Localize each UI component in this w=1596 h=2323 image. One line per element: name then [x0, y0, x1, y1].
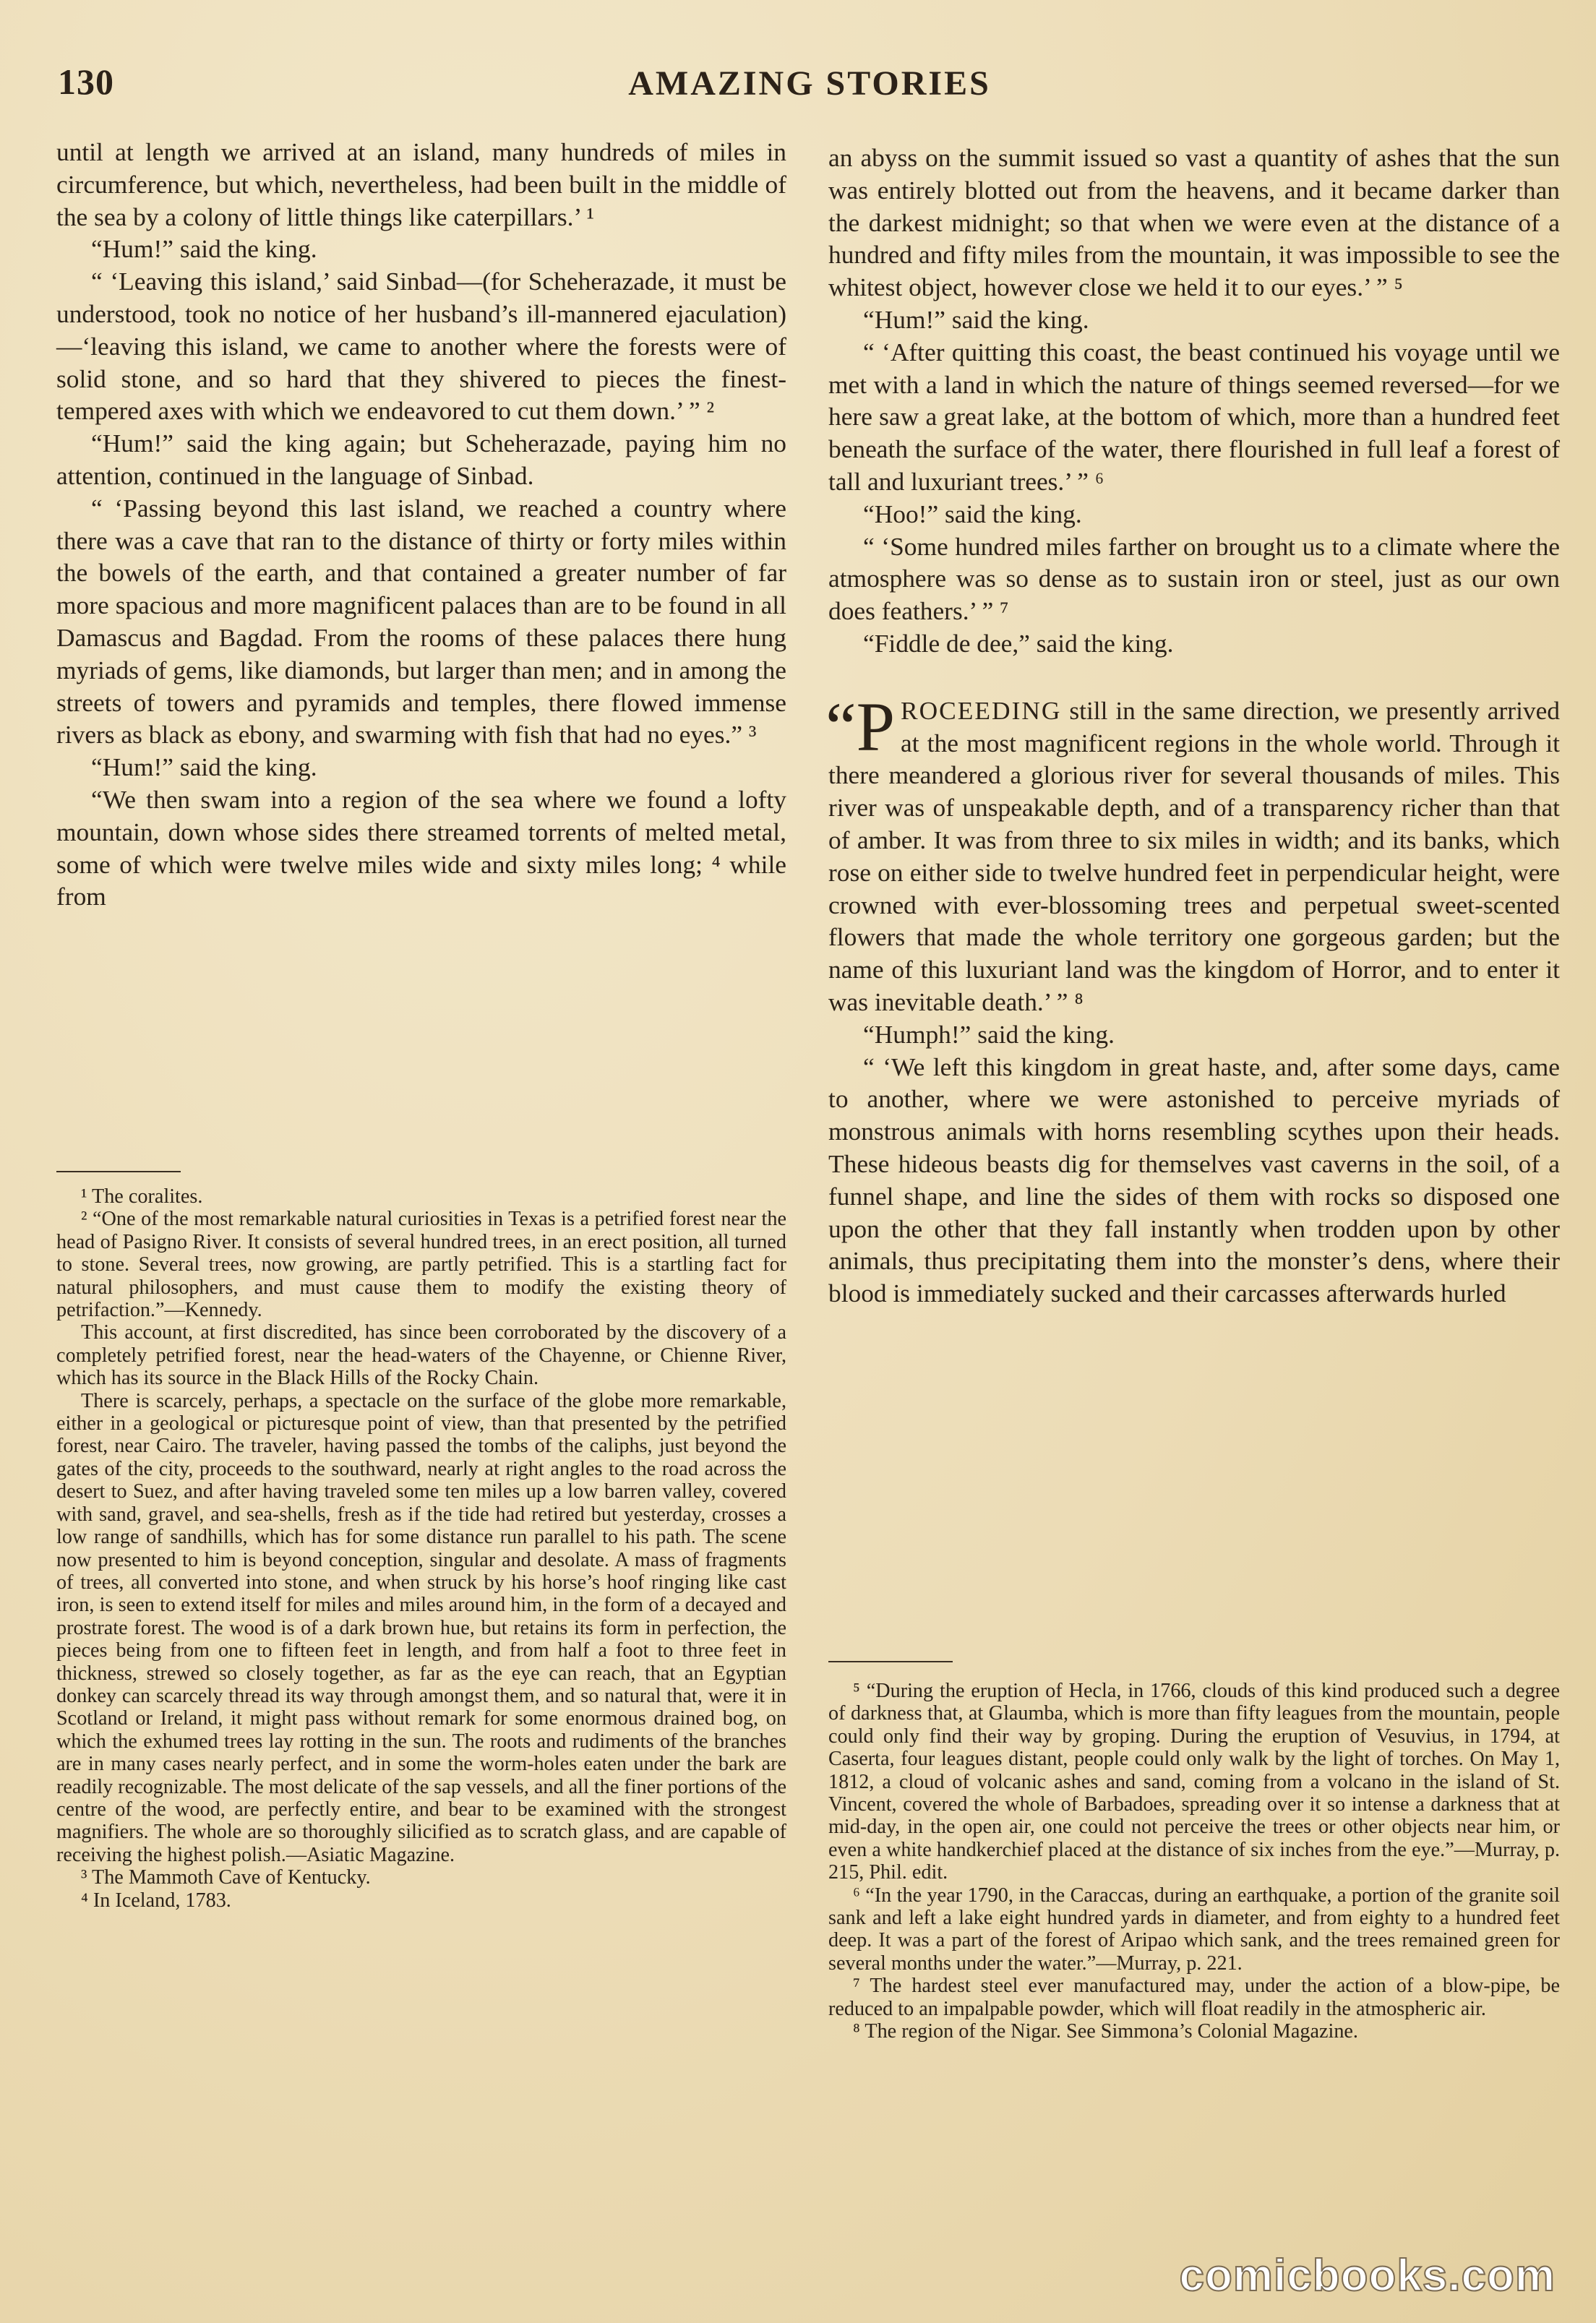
footnote: ¹ The coralites.: [81, 1185, 203, 1208]
footnote: ⁶ “In the year 1790, in the Caraccas, during an earthquake, a portion of the granite soil sank and left a lake eight hundred yards in diameter, and from eighty to a hundred feet deep. It was a part of the forest of Aripao which sank, and the trees remained green for several months under the water.”—Murray, p. 221.: [828, 1884, 1560, 1975]
body-paragraph: “Humph!” said the king.: [863, 1019, 1115, 1049]
drop-cap: “P: [825, 687, 895, 765]
footnote: ³ The Mammoth Cave of Kentucky.: [81, 1866, 371, 1889]
watermark-logo: comicbooks.com: [1179, 2251, 1556, 2301]
right-column-body: [825, 142, 1560, 1310]
body-paragraph: “ ‘Passing beyond this last island, we reached a country where there was a cave that ran to the distance of thirty or forty miles within the bowels of the earth, and that contained a greater number of far more spacious and more magnificent palaces than are to be found in all Damascus and Bagdad. From the rooms of these palaces there hung myriads of gems, like diamonds, but larger than men; and in among the streets of towers and pyramids and temples, there flowed immense rivers as black as ebony, and swarming with fish that had no eyes.” ³: [56, 493, 786, 750]
dropcap-word: ROCEEDING: [901, 695, 1062, 725]
body-paragraph: “ ‘After quitting this coast, the beast continued his voyage until we met with a land in which the nature of things seemed reversed—for we here saw a great lake, at the bottom of which, more than a hundred feet beneath the surface of the water, there flourished in full leaf a forest of tall and luxuriant trees.’ ” ⁶: [828, 337, 1560, 496]
body-paragraph: “We then swam into a region of the sea where we found a lofty mountain, down whose sides there streamed torrents of melted metal, some of which were twelve miles wide and sixty miles long; ⁴ while from: [56, 784, 786, 911]
footnote: ⁷ The hardest steel ever manufactured may, under the action of a blow-pipe, be reduced to an impalpable powder, which will float readily in the atmospheric air.: [828, 1975, 1560, 2020]
magazine-title: AMAZING STORIES: [628, 64, 991, 103]
body-paragraph: “Hoo!” said the king.: [863, 499, 1082, 528]
footnote-rule: [828, 1661, 953, 1662]
footnote-rule: [56, 1171, 181, 1172]
right-footnotes: [828, 1661, 1560, 2043]
footnote: There is scarcely, perhaps, a spectacle on the surface of the globe more remarkable, either in a geological or picturesque point of view, than that presented by the petrified forest, near Cairo. The traveler, having passed the tombs of the caliphs, just beyond the gates of the city, proceeds to the southward, nearly at right angles to the road across the desert to Suez, and after having traveled some ten miles up a low barren valley, covered with sand, gravel, and sea-shells, fresh as if the tide had retired but yesterday, crosses a low range of sandhills, which has for some distance run parallel to his path. The scene now presented to him is beyond conception, singular and desolate. A mass of fragments of trees, all converted into stone, and when struck by his horse’s hoof ringing like cast iron, is seen to extend itself for miles and miles around him, in the form of a decayed and prostrate forest. The wood is of a dark brown hue, but retains its form in perfection, the pieces being from one to fifteen feet in length, and from half a foot to three feet in thickness, strewed so closely together, as far as the eye can reach, that an Egyptian donkey can scarcely thread its way through amongst them, and so natural that, were it in Scotland or Ireland, it might pass without remark for some enormous drained bog, on which the exhumed trees lay rotting in the sun. The roots and rudiments of the branches are in many cases nearly perfect, and in some the worm-holes eaten under the bark are readily recognizable. The most delicate of the sap vessels, and all the finer portions of the centre of the wood, are perfectly entire, and bear to be examined with the strongest magnifiers. The whole are so thoroughly silicified as to scratch glass, and are capable of receiving the highest polish.—Asiatic Magazine.: [56, 1389, 786, 1866]
left-column-body: [56, 136, 786, 913]
section-break: [828, 660, 1560, 695]
body-paragraph: “Fiddle de dee,” said the king.: [863, 628, 1174, 658]
footnote: ⁵ “During the eruption of Hecla, in 1766, clouds of this kind produced such a degree of darkness that, at Glaumba, which is more than fifty leagues from the mountain, people could only find their way by groping. During the eruption of Vesuvius, in 1794, at Caserta, four leagues distant, people could only walk by the light of torches. On May 1, 1812, a cloud of volcanic ashes and sand, coming from a volcano in the island of St. Vincent, covered the whole of Barbadoes, spreading over it so intense a darkness that at mid-day, in the open air, one could not perceive the trees or other objects near him, or even a white handkerchief placed at the distance of six inches from the eye.”—Murray, p. 215, Phil. edit.: [828, 1680, 1560, 1884]
body-paragraph: “ ‘We left this kingdom in great haste, and, after some days, came to another, where we were astonished to perceive myriads of monstrous animals with horns resembling scythes upon their heads. These hideous beasts dig for themselves vast caverns in the soil, of a funnel shape, and line the sides of them with rocks so disposed one upon the other that they fall instantly when trodden upon by other animals, thus precipitating them into the monster’s dens, where their blood is immediately sucked and their carcasses afterwards hurled: [828, 1052, 1560, 1308]
body-paragraph: “Hum!” said the king.: [91, 234, 317, 264]
body-paragraph: until at length we arrived at an island, many hundreds of miles in circumference, but which, nevertheless, had been built in the middle of the sea by a colony of little things like caterpillars.’ ¹: [56, 137, 786, 231]
left-footnotes: [56, 1171, 786, 1912]
page-header: [58, 61, 1554, 111]
footnote: ² “One of the most remarkable natural curiosities in Texas is a petrified forest near the head of Pasigno River. It consists of several hundred trees, in an erect position, all turned to stone. Several trees, now growing, are partly petrified. This is a startling fact for natural philosophers, and must cause them to modify the existing theory of petrifaction.”—Kennedy.: [56, 1208, 786, 1322]
body-paragraph: “Hum!” said the king again; but Scheherazade, paying him no attention, continued in the language of Sinbad.: [56, 429, 786, 490]
body-paragraph: “ ‘Leaving this island,’ said Sinbad—(for Scheherazade, it must be understood, took no notice of her husband’s ill-mannered ejaculation)—‘leaving this island, we came to another where the forests were of solid stone, and so hard that they shivered to pieces the finest-tempered axes with which we endeavored to cut them down.’ ” ²: [56, 267, 786, 426]
body-paragraph: “ ‘Some hundred miles farther on brought us to a climate where the atmosphere was so dense as to sustain iron or steel, just as our own does feathers.’ ” ⁷: [828, 531, 1560, 626]
body-paragraph: an abyss on the summit issued so vast a quantity of ashes that the sun was entirely blotted out from the heavens, and it became darker than the darkest midnight; so that when we were even at the distance of a hundred and fifty miles from the mountain, it was impossible to see the whitest object, however close we held it to our eyes.’ ” ⁵: [828, 143, 1560, 302]
footnote: ⁸ The region of the Nigar. See Simmona’s Colonial Magazine.: [853, 2020, 1358, 2043]
footnote: ⁴ In Iceland, 1783.: [81, 1889, 231, 1912]
footnote: This account, at first discredited, has since been corroborated by the discovery of a completely petrified forest, near the head-waters of the Chayenne, or Chienne River, which has its source in the Black Hills of the Rocky Chain.: [56, 1321, 786, 1390]
dropcap-paragraph: [825, 687, 1560, 1018]
page-number: 130: [58, 61, 114, 102]
body-paragraph: “Hum!” said the king.: [91, 752, 317, 782]
body-paragraph: “Hum!” said the king.: [863, 304, 1089, 334]
dropcap-paragraph-text: still in the same direction, we presently arrived at the most magnificent regions in the whole world. Through it there meandered a glorious river for several thousands of miles. This river was of unspeakable depth, and of a transparency richer than that of amber. It was from three to six miles in width; and its banks, which rose on either side to twelve hundred feet in perpendicular height, were crowned with ever-blossoming trees and perpetual sweet-scented flowers that made the whole territory one gorgeous garden; but the name of this luxuriant land was the kingdom of Horror, and to enter it was inevitable death.’ ” ⁸: [828, 695, 1560, 1016]
